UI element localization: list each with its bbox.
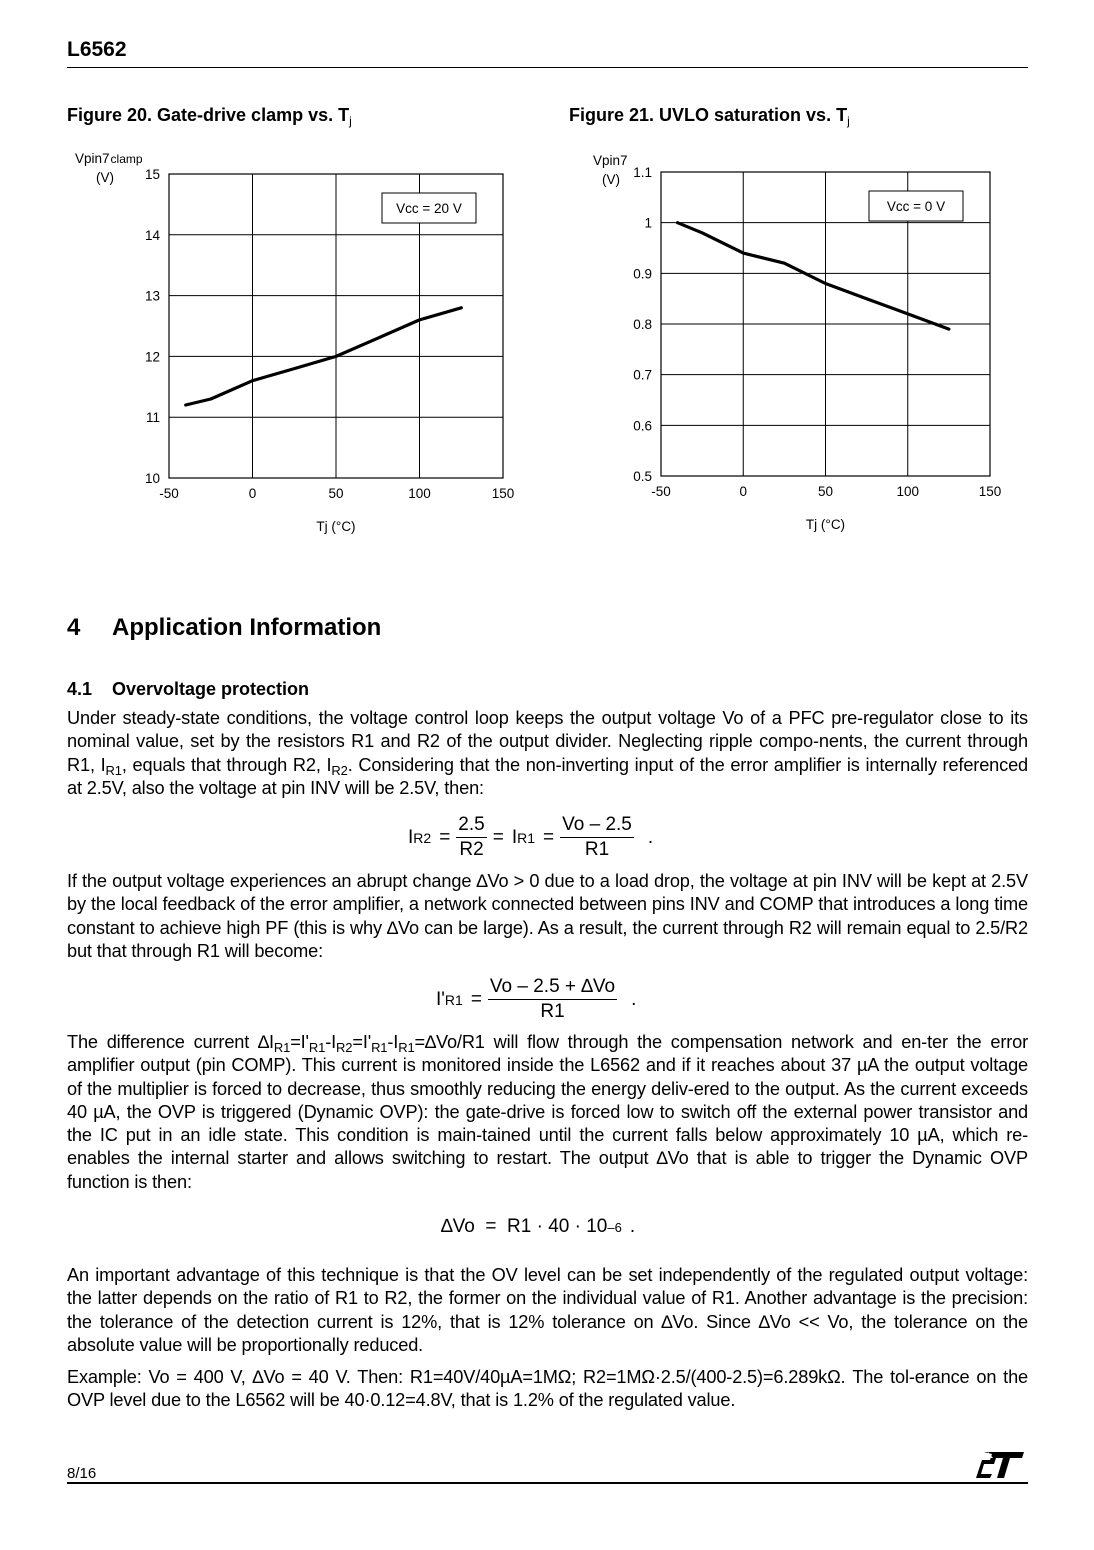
x-tick-label: -50 — [651, 484, 671, 499]
caption-subscript: j — [847, 114, 850, 128]
eq-equals: = — [492, 826, 504, 848]
x-tick-label: 0 — [739, 484, 748, 499]
x-axis-label: Tj (°C) — [805, 517, 846, 532]
text: Under steady-state conditions, the voltage control loop keeps the output voltage Vo of a PFC pre-regulator close to its nominal value, set by the resistors R1 and R2 of the output divider. Neglecting ripple compo-nents, the current through R1, I — [67, 708, 1028, 775]
x-tick-label: 150 — [978, 484, 1002, 499]
y-tick-label: 12 — [144, 349, 160, 365]
eq-subscript: R1 — [517, 829, 536, 846]
x-axis-label: Tj (°C) — [316, 519, 356, 534]
eq-symbol: I — [408, 826, 414, 848]
document-title: L6562 — [67, 38, 127, 61]
x-tick-label: -50 — [159, 486, 179, 501]
subscript: R1 — [371, 1040, 388, 1055]
section-title: Application Information — [112, 614, 382, 641]
legend-label: Vcc = 0 V — [886, 199, 946, 214]
y-tick-label: 11 — [145, 410, 160, 426]
eq-period: . — [631, 988, 637, 1010]
eq-symbol: I — [511, 826, 518, 848]
eq-subscript: R2 — [413, 829, 432, 846]
eq-exponent: –6 — [607, 1219, 622, 1235]
eq-equals: = — [439, 826, 451, 848]
text: . Considering that the non-inverting input of the error amplifier is internally referenced at 2.5V, also the voltage at pin INV will be 2.5V, then: — [67, 754, 1028, 798]
eq-symbol: I' — [436, 988, 445, 1010]
eq-equals: = — [470, 988, 482, 1010]
text: =∆Vo/R1 will flow through the compensation network and en-ter the error amplifier output (pin COMP). This current is monitored inside the L6562 and if it reaches about 37 µA the output voltage of the multiplier is forced to decrease, thus smoothly reducing the energy deliv-ered to the output. As the current exceeds 40 µA, the OVP is triggered (Dynamic OVP): the gate-drive is forced low to switch off the external power transistor and the IC put in an idle state. This condition is main-tained until the current falls below approximately 10 µA, which re-enables the internal starter and allows switching to restart. The output ∆Vo that is able to trigger the Dynamic OVP function is then: — [67, 1032, 1028, 1192]
footer-divider — [67, 1482, 1028, 1484]
caption-text: Figure 20. Gate-drive clamp vs. T — [67, 105, 350, 125]
paragraph-5: Example: Vo = 400 V, ∆Vo = 40 V. Then: R1=40V/40µA=1MΩ; R2=1MΩ·2.5/(400-2.5)=6.289kΩ. The tol-erance on the OVP level due to the L6562 will be 40·0.12=4.8V, that is 1.2% of the regulated value. — [67, 1367, 1028, 1411]
denominator: R2 — [459, 839, 484, 860]
y-tick-label: 13 — [144, 288, 160, 304]
subscript: R1 — [398, 1040, 415, 1055]
fraction — [560, 814, 634, 861]
subsection-number: 4.1 — [67, 679, 93, 699]
y-axis-label: Vpin7clamp — [75, 151, 143, 166]
x-tick-label: 50 — [328, 486, 344, 501]
text: -I — [325, 1032, 337, 1052]
caption-subscript: j — [349, 114, 352, 128]
y-axis-unit: (V) — [96, 170, 114, 185]
x-tick-label: 100 — [408, 486, 431, 501]
y-tick-label: 0.7 — [633, 367, 652, 383]
subsection-title: Overvoltage protection — [112, 679, 310, 699]
subsection-heading — [67, 679, 309, 700]
y-tick-label: 0.6 — [633, 418, 652, 434]
section-heading — [67, 614, 381, 642]
equation-2 — [436, 976, 636, 1023]
text: =I' — [290, 1032, 309, 1052]
y-tick-label: 14 — [144, 227, 160, 243]
fraction — [488, 976, 617, 1023]
fraction — [456, 814, 486, 861]
subscript: R2 — [331, 762, 348, 778]
eq-period: . — [647, 826, 654, 848]
subscript: R1 — [105, 762, 122, 778]
subscript: R2 — [336, 1040, 353, 1055]
y-tick-label: 10 — [144, 471, 160, 486]
subscript: R1 — [308, 1040, 326, 1055]
section-number: 4 — [67, 614, 81, 641]
paragraph-3 — [67, 1031, 1028, 1194]
paragraph-2: If the output voltage experiences an abrupt change ∆Vo > 0 due to a load drop, the voltage at pin INV will be kept at 2.5V by the local feedback of the error amplifier, a network connected between pins INV and COMP that introduces a long time constant to achieve high PF (this is why ∆Vo can be large). As a result, the current through R2 will remain equal to 2.5/R2 but that through R1 will become: — [67, 871, 1028, 961]
y-axis-label: Vpin7 — [593, 153, 628, 168]
x-tick-label: 100 — [896, 484, 920, 499]
eq-expression: ∆Vo = R1 · 40 · 10 — [441, 1216, 608, 1237]
denominator: R1 — [584, 839, 610, 860]
x-tick-label: 50 — [817, 484, 834, 499]
legend-label: Vcc = 20 V — [396, 201, 462, 216]
y-axis-unit: (V) — [602, 172, 620, 187]
text: =I' — [352, 1032, 372, 1052]
y-tick-label: 0.8 — [633, 317, 652, 332]
numerator: Vo – 2.5 + ∆Vo — [488, 976, 617, 1000]
eq-subscript: R1 — [444, 991, 463, 1008]
chart-svg — [0, 0, 1094, 560]
figure-21-chart — [0, 0, 1094, 565]
y-tick-label: 15 — [144, 167, 160, 182]
numerator: 2.5 — [456, 814, 486, 838]
caption-text: Figure 21. UVLO saturation vs. T — [569, 105, 848, 125]
text: The difference current ∆I — [67, 1032, 274, 1052]
st-logo-icon — [976, 1450, 1026, 1485]
paragraph-4: An important advantage of this technique is that the OV level can be set independently of the regulated output voltage: the latter depends on the ratio of R1 to R2, the former on the individual value of R1. Another advantage is the precision: the tolerance of the detection current is 12%, that is 12% tolerance on ∆Vo. Since ∆Vo << Vo, the tolerance on the absolute value will be proportionally reduced. — [67, 1265, 1028, 1355]
page-number: 8/16 — [67, 1465, 97, 1482]
equation-1 — [408, 814, 653, 861]
y-tick-label: 0.5 — [633, 469, 652, 484]
subscript: R1 — [273, 1040, 291, 1055]
equation-3 — [441, 1216, 635, 1238]
y-tick-label: 1.1 — [633, 165, 652, 180]
denominator: R1 — [540, 1001, 565, 1022]
y-tick-label: 1 — [644, 215, 652, 231]
y-tick-label: 0.9 — [633, 266, 652, 282]
text: , equals that through R2, I — [121, 754, 332, 775]
eq-period: . — [629, 1216, 636, 1237]
x-tick-label: 150 — [491, 486, 515, 501]
text: -I — [387, 1032, 399, 1052]
eq-equals: = — [543, 826, 555, 848]
x-tick-label: 0 — [248, 486, 257, 501]
numerator: Vo – 2.5 — [560, 814, 634, 838]
paragraph-1 — [67, 707, 1028, 800]
